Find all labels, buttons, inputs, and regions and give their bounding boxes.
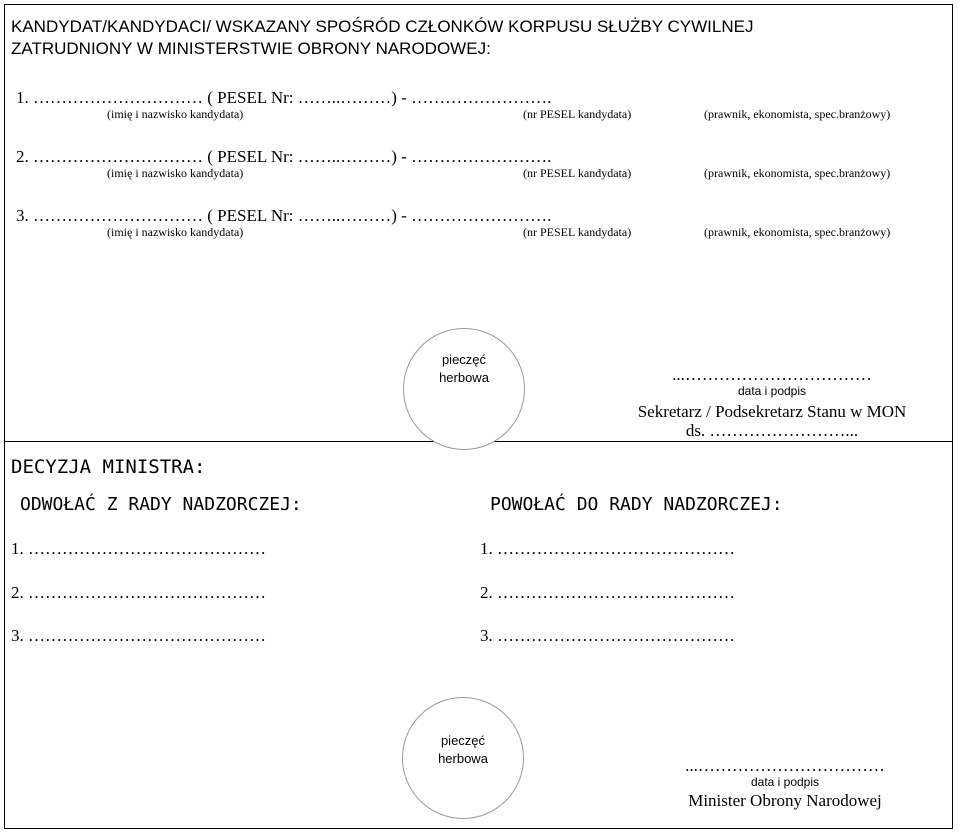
appoint-line-2[interactable]: 2. …………………………………… xyxy=(480,583,735,602)
seal-1-line2: herbowa xyxy=(439,370,489,385)
appoint-title: POWOŁAĆ DO RADY NADZORCZEJ: xyxy=(490,494,783,515)
candidate-3-name-hint: (imię i nazwisko kandydata) xyxy=(107,225,244,239)
section-title xyxy=(11,16,753,60)
candidate-3-role-hint: (prawnik, ekonomista, spec.branżowy) xyxy=(704,225,891,239)
signature-1-label: data i podpis xyxy=(737,384,807,398)
seal-stamp-2 xyxy=(402,697,524,819)
candidate-2-role-hint: (prawnik, ekonomista, spec.branżowy) xyxy=(704,166,891,180)
candidate-1-role-hint: (prawnik, ekonomista, spec.branżowy) xyxy=(704,107,891,121)
section-title-line2: ZATRUDNIONY W MINISTERSTWIE OBRONY NARODOWEJ: xyxy=(11,39,491,58)
signature-1-dots[interactable]: ...…………………………… xyxy=(672,365,872,384)
decision-title: DECYZJA MINISTRA: xyxy=(11,456,206,478)
candidate-1-pesel-hint: (nr PESEL kandydata) xyxy=(523,107,632,121)
seal-2-line2: herbowa xyxy=(438,751,488,766)
candidate-1-line[interactable]: 1. ………………………… ( PESEL Nr: ……..………) - ……………………. xyxy=(16,88,552,107)
seal-1-line1: pieczęć xyxy=(441,352,487,367)
signature-block-2 xyxy=(660,757,910,811)
signature-block-1 xyxy=(612,366,932,440)
dismiss-line-2[interactable]: 2. …………………………………… xyxy=(11,583,266,602)
signature-1-role: Sekretarz / Podsekretarz Stanu w MON xyxy=(637,402,907,421)
appoint-line-3[interactable]: 3. …………………………………… xyxy=(480,626,735,645)
candidate-2-name-hint: (imię i nazwisko kandydata) xyxy=(107,166,244,180)
section-title-line1: KANDYDAT/KANDYDACI/ WSKAZANY SPOŚRÓD CZŁONKÓW KORPUSU SŁUŻBY CYWILNEJ xyxy=(11,17,754,36)
dismiss-line-1[interactable]: 1. …………………………………… xyxy=(11,539,266,558)
signature-2-label: data i podpis xyxy=(750,775,820,789)
candidate-3-pesel-hint: (nr PESEL kandydata) xyxy=(523,225,632,239)
dismiss-title: ODWOŁAĆ Z RADY NADZORCZEJ: xyxy=(20,494,302,515)
dismiss-line-3[interactable]: 3. …………………………………… xyxy=(11,626,266,645)
appoint-line-1[interactable]: 1. …………………………………… xyxy=(480,539,735,558)
candidate-2-pesel-hint: (nr PESEL kandydata) xyxy=(523,166,632,180)
candidate-1-name-hint: (imię i nazwisko kandydata) xyxy=(107,107,244,121)
signature-2-dots[interactable]: ...…………………………… xyxy=(685,756,885,775)
signature-2-role: Minister Obrony Narodowej xyxy=(688,791,882,810)
candidate-3-line[interactable]: 3. ………………………… ( PESEL Nr: ……..………) - ……………………. xyxy=(16,206,552,225)
seal-2-line1: pieczęć xyxy=(440,733,486,748)
signature-1-role-ds[interactable]: ds. ……………………... xyxy=(685,421,859,440)
seal-stamp-1 xyxy=(403,328,525,450)
candidate-2-line[interactable]: 2. ………………………… ( PESEL Nr: ……..………) - ……………………. xyxy=(16,147,552,166)
